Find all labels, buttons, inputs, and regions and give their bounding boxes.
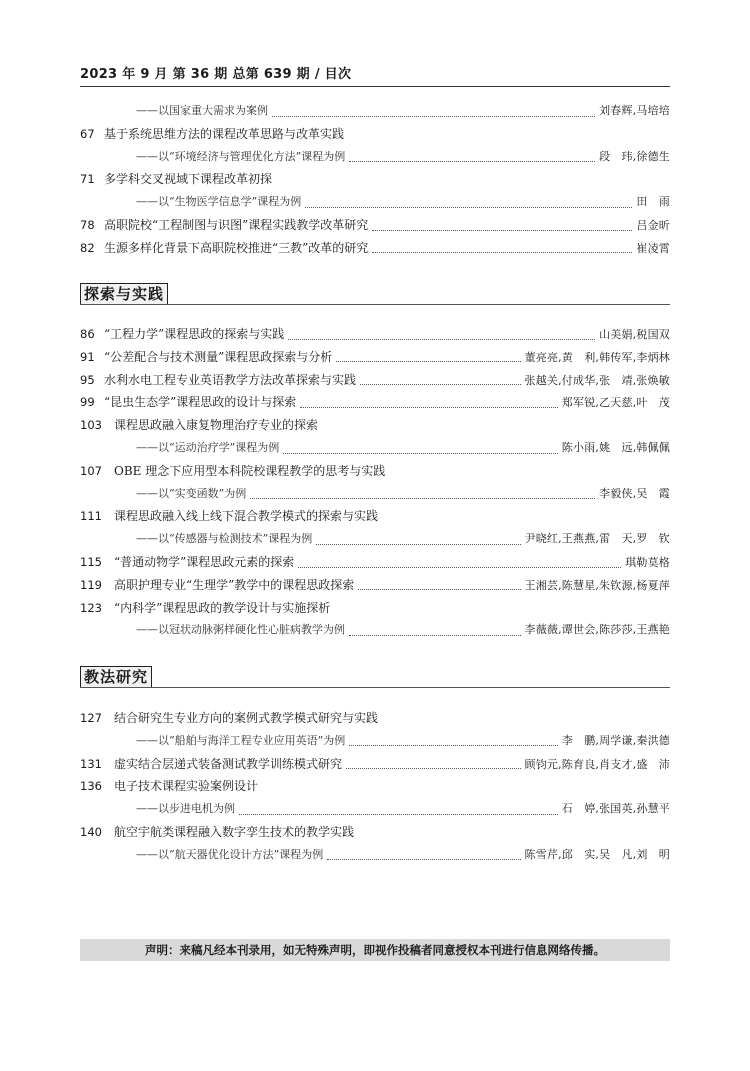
page-number: 136 xyxy=(80,779,102,794)
toc-entry-row xyxy=(80,369,670,391)
toc-entry-row xyxy=(80,821,670,843)
article-title: OBE 理念下应用型本科院校课程教学的思考与实践 xyxy=(114,463,386,478)
dot-leader xyxy=(358,579,520,590)
toc-entry-row xyxy=(80,551,670,573)
dot-leader xyxy=(305,197,632,208)
toc-entry-row xyxy=(80,323,670,345)
page-number: 82 xyxy=(80,240,95,255)
toc-entry-row xyxy=(80,214,670,236)
page-number: 119 xyxy=(80,577,102,592)
toc-entry-row xyxy=(80,237,670,259)
toc-entry-row xyxy=(80,123,670,145)
article-title: 高职院校“工程制图与识图”课程实践教学改革研究 xyxy=(104,218,369,232)
article-title: 多学科交叉视域下课程改革初探 xyxy=(104,172,273,187)
page-number: 140 xyxy=(80,825,102,839)
article-title: “公差配合与技术测量”课程思政探索与分析 xyxy=(104,349,333,364)
article-authors: 山美娟,税国双 xyxy=(599,328,670,341)
article-title: 虚实结合层递式装备测试教学训练模式研究 xyxy=(114,756,343,771)
article-title: “普通动物学”课程思政元素的探索 xyxy=(114,555,295,569)
page-number: 107 xyxy=(80,463,102,478)
page-number: 71 xyxy=(80,172,95,187)
dot-leader xyxy=(239,804,558,815)
article-title: 课程思政融入线上线下混合教学模式的探索与实践 xyxy=(114,509,379,524)
article-authors: 陈雪芹,邱 实,吴 凡,刘 明 xyxy=(524,847,670,861)
toc-subtitle-row xyxy=(80,798,670,820)
toc-entry-row xyxy=(80,753,670,775)
article-title: 电子技术课程实验案例设计 xyxy=(114,779,259,794)
toc-subtitle-row xyxy=(80,528,670,550)
dot-leader xyxy=(288,329,595,340)
page-number: 91 xyxy=(80,349,95,364)
header-rule xyxy=(80,86,670,87)
article-title: “内科学”课程思政的教学设计与实施探析 xyxy=(114,600,331,615)
article-authors: 李薇薇,谭世会,陈莎莎,王燕艳 xyxy=(524,623,670,637)
dot-leader xyxy=(336,351,520,362)
article-subtitle: ——以“运动治疗学”课程为例 xyxy=(136,441,280,454)
page-header: 2023 年 9 月 第 36 期 总第 639 期 / 目次 xyxy=(80,67,352,82)
article-authors: 石 婷,张国英,孙慧平 xyxy=(561,802,670,816)
toc-entry-row xyxy=(80,346,670,368)
article-subtitle: ——以冠状动脉粥样硬化性心脏病教学为例 xyxy=(136,623,345,637)
page-number: 123 xyxy=(80,600,102,615)
article-title: “昆虫生态学”课程思政的设计与探索 xyxy=(104,395,297,410)
article-authors: 陈小雨,姚 远,韩佩佩 xyxy=(561,441,670,454)
toc-entry-row xyxy=(80,574,670,596)
article-title: 高职护理专业“生理学”教学中的课程思政探索 xyxy=(114,577,355,592)
article-authors: 董亮亮,黄 利,韩传军,李炳林 xyxy=(524,350,670,364)
article-authors: 田 雨 xyxy=(636,195,670,209)
page-number: 95 xyxy=(80,372,95,387)
dot-leader xyxy=(300,397,558,408)
article-subtitle: ——以“船舶与海洋工程专业应用英语”为例 xyxy=(136,733,346,747)
article-authors: 崔凌霄 xyxy=(636,241,670,255)
article-title: 航空宇航类课程融入数字孪生技术的教学实践 xyxy=(114,825,355,839)
page-number: 115 xyxy=(80,555,102,569)
article-title: 课程思政融入康复物理治疗专业的探索 xyxy=(114,418,319,433)
article-subtitle: ——以步进电机为例 xyxy=(136,802,235,816)
toc-subtitle-row xyxy=(80,191,670,213)
page-number: 67 xyxy=(80,126,95,141)
dot-leader xyxy=(360,374,520,385)
dot-leader xyxy=(372,242,632,253)
page-number: 131 xyxy=(80,756,102,771)
dot-leader xyxy=(372,220,632,231)
dot-leader xyxy=(346,758,520,769)
section-rule xyxy=(80,687,670,688)
article-subtitle: ——以“航天器优化设计方法”课程为例 xyxy=(136,847,324,861)
dot-leader xyxy=(272,106,595,117)
page-number: 86 xyxy=(80,327,95,341)
dot-leader xyxy=(298,557,621,568)
article-authors: 郑军锐,乙天慈,叶 茂 xyxy=(561,396,670,410)
toc-entry-row xyxy=(80,460,670,482)
article-subtitle: ——以“生物医学信息学”课程为例 xyxy=(136,195,302,209)
toc-subtitle-row xyxy=(80,437,670,459)
article-title: 水利水电工程专业英语教学方法改革探索与实践 xyxy=(104,372,357,387)
toc-entry-row xyxy=(80,597,670,619)
article-title: 基于系统思维方法的课程改革思路与改革实践 xyxy=(104,126,345,141)
article-authors: 王湘芸,陈慧星,朱钦源,杨夏萍 xyxy=(524,578,670,592)
toc-subtitle-row xyxy=(80,483,670,505)
toc-subtitle-row xyxy=(80,146,670,168)
article-authors: 李毅侠,吴 霞 xyxy=(599,486,670,500)
article-authors: 尹晓红,王燕燕,雷 天,罗 钦 xyxy=(524,532,670,546)
dot-leader xyxy=(349,735,558,746)
toc-entry-row xyxy=(80,775,670,797)
page-number: 127 xyxy=(80,711,102,725)
article-title: 结合研究生专业方向的案例式教学模式研究与实践 xyxy=(114,711,379,725)
dot-leader xyxy=(250,488,595,499)
article-title: 生源多样化背景下高职院校推进“三教”改革的研究 xyxy=(104,240,369,255)
dot-leader xyxy=(283,443,558,454)
page-number: 103 xyxy=(80,418,102,433)
copyright-notice: 声明：来稿凡经本刊录用，如无特殊声明，即视作投稿者同意授权本刊进行信息网络传播。 xyxy=(80,939,670,961)
article-authors: 吕金昕 xyxy=(636,219,670,232)
article-authors: 琪勒莫格 xyxy=(625,556,670,569)
toc-subtitle-row xyxy=(80,619,670,641)
dot-leader xyxy=(349,151,595,162)
toc-entry-row xyxy=(80,168,670,190)
section-rule xyxy=(80,304,670,305)
article-authors: 刘春辉,马培培 xyxy=(599,104,670,117)
dot-leader xyxy=(327,849,520,860)
toc-entry-row xyxy=(80,391,670,413)
page-number: 99 xyxy=(80,395,95,410)
article-subtitle: ——以“实变函数”为例 xyxy=(136,486,247,500)
article-title: “工程力学”课程思政的探索与实践 xyxy=(104,327,285,341)
article-authors: 李 鹏,周学谦,秦洪德 xyxy=(561,733,670,747)
section-heading-teaching: 教法研究 xyxy=(80,666,152,688)
page-number: 111 xyxy=(80,509,102,524)
dot-leader xyxy=(349,625,521,636)
article-authors: 顾钧元,陈育良,肖支才,盛 沛 xyxy=(524,757,670,771)
article-subtitle: ——以国家重大需求为案例 xyxy=(136,104,268,117)
dot-leader xyxy=(316,534,520,545)
article-subtitle: ——以“传感器与检测技术”课程为例 xyxy=(136,532,313,546)
toc-subtitle-row xyxy=(80,844,670,866)
section-heading-explore: 探索与实践 xyxy=(80,283,168,305)
toc-subtitle-row xyxy=(80,100,670,122)
toc-entry-row xyxy=(80,414,670,436)
article-subtitle: ——以“环境经济与管理优化方法”课程为例 xyxy=(136,149,346,163)
article-authors: 段 玮,徐德生 xyxy=(599,149,670,163)
toc-entry-row xyxy=(80,505,670,527)
article-authors: 张越关,付成华,张 靖,张焕敏 xyxy=(524,373,670,387)
toc-entry-row xyxy=(80,707,670,729)
toc-subtitle-row xyxy=(80,730,670,752)
page-number: 78 xyxy=(80,218,95,232)
